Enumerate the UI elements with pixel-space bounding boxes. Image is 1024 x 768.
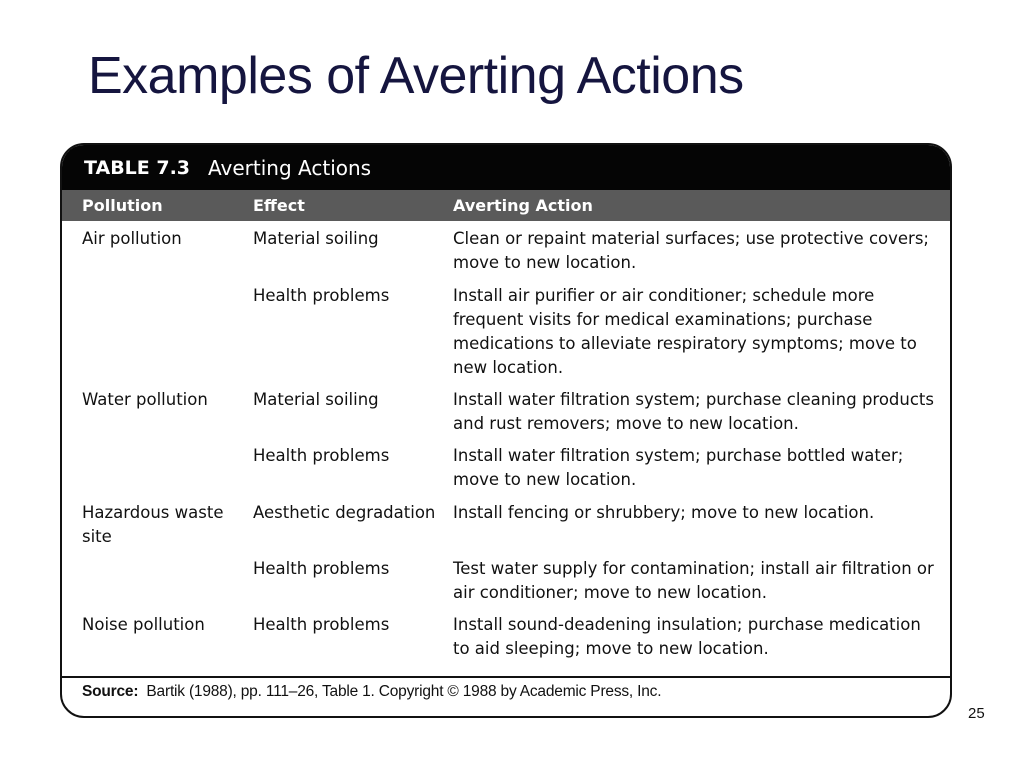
cell-effect: Material soiling <box>253 229 379 248</box>
header-averting-action: Averting Action <box>453 196 593 215</box>
cell-averting-action: Install fencing or shrubbery; move to new location. <box>453 503 875 522</box>
cell-pollution: Noise pollution <box>82 615 205 634</box>
cell-averting-action: Install air purifier or air conditioner; schedule more frequent visits for medical examinations; purchase medications to alleviate respiratory symptoms; move to new location. <box>453 286 917 377</box>
table-row <box>62 382 950 438</box>
table-name: Averting Actions <box>208 155 372 180</box>
table-source <box>82 683 661 701</box>
source-text: Bartik (1988), pp. 111–26, Table 1. Copyright © 1988 by Academic Press, Inc. <box>146 683 662 700</box>
cell-averting-action: Install water filtration system; purchase cleaning products and rust removers; move to new location. <box>453 390 934 433</box>
cell-averting-action: Test water supply for contamination; install air filtration or air conditioner; move to new location. <box>453 559 934 602</box>
cell-pollution: Hazardous waste site <box>82 503 224 546</box>
cell-effect: Health problems <box>253 615 390 634</box>
table-footer-rule <box>62 676 950 678</box>
cell-effect: Health problems <box>253 446 390 465</box>
table-row <box>62 278 950 382</box>
header-pollution: Pollution <box>82 196 163 215</box>
table-label: TABLE 7.3 <box>84 156 191 179</box>
source-label: Source: <box>82 683 139 700</box>
cell-averting-action: Install sound-deadening insulation; purchase medication to aid sleeping; move to new location. <box>453 615 921 658</box>
table-row <box>62 551 950 607</box>
page-number: 25 <box>968 705 985 722</box>
slide-title: Examples of Averting Actions <box>88 47 744 105</box>
cell-averting-action: Clean or repaint material surfaces; use protective covers; move to new location. <box>453 229 929 272</box>
table-row <box>62 607 950 667</box>
header-effect: Effect <box>253 196 305 215</box>
table-row <box>62 438 950 495</box>
cell-pollution: Air pollution <box>82 229 182 248</box>
table-7-3 <box>60 143 952 718</box>
table-body <box>62 221 950 667</box>
cell-effect: Material soiling <box>253 390 379 409</box>
table-row <box>62 221 950 278</box>
cell-effect: Health problems <box>253 286 390 305</box>
table-caption-bar <box>62 145 950 190</box>
cell-pollution: Water pollution <box>82 390 208 409</box>
cell-effect: Aesthetic degradation <box>253 503 436 522</box>
table-row <box>62 495 950 551</box>
table-header-row <box>62 190 950 221</box>
cell-effect: Health problems <box>253 559 390 578</box>
cell-averting-action: Install water filtration system; purchase bottled water; move to new location. <box>453 446 904 489</box>
